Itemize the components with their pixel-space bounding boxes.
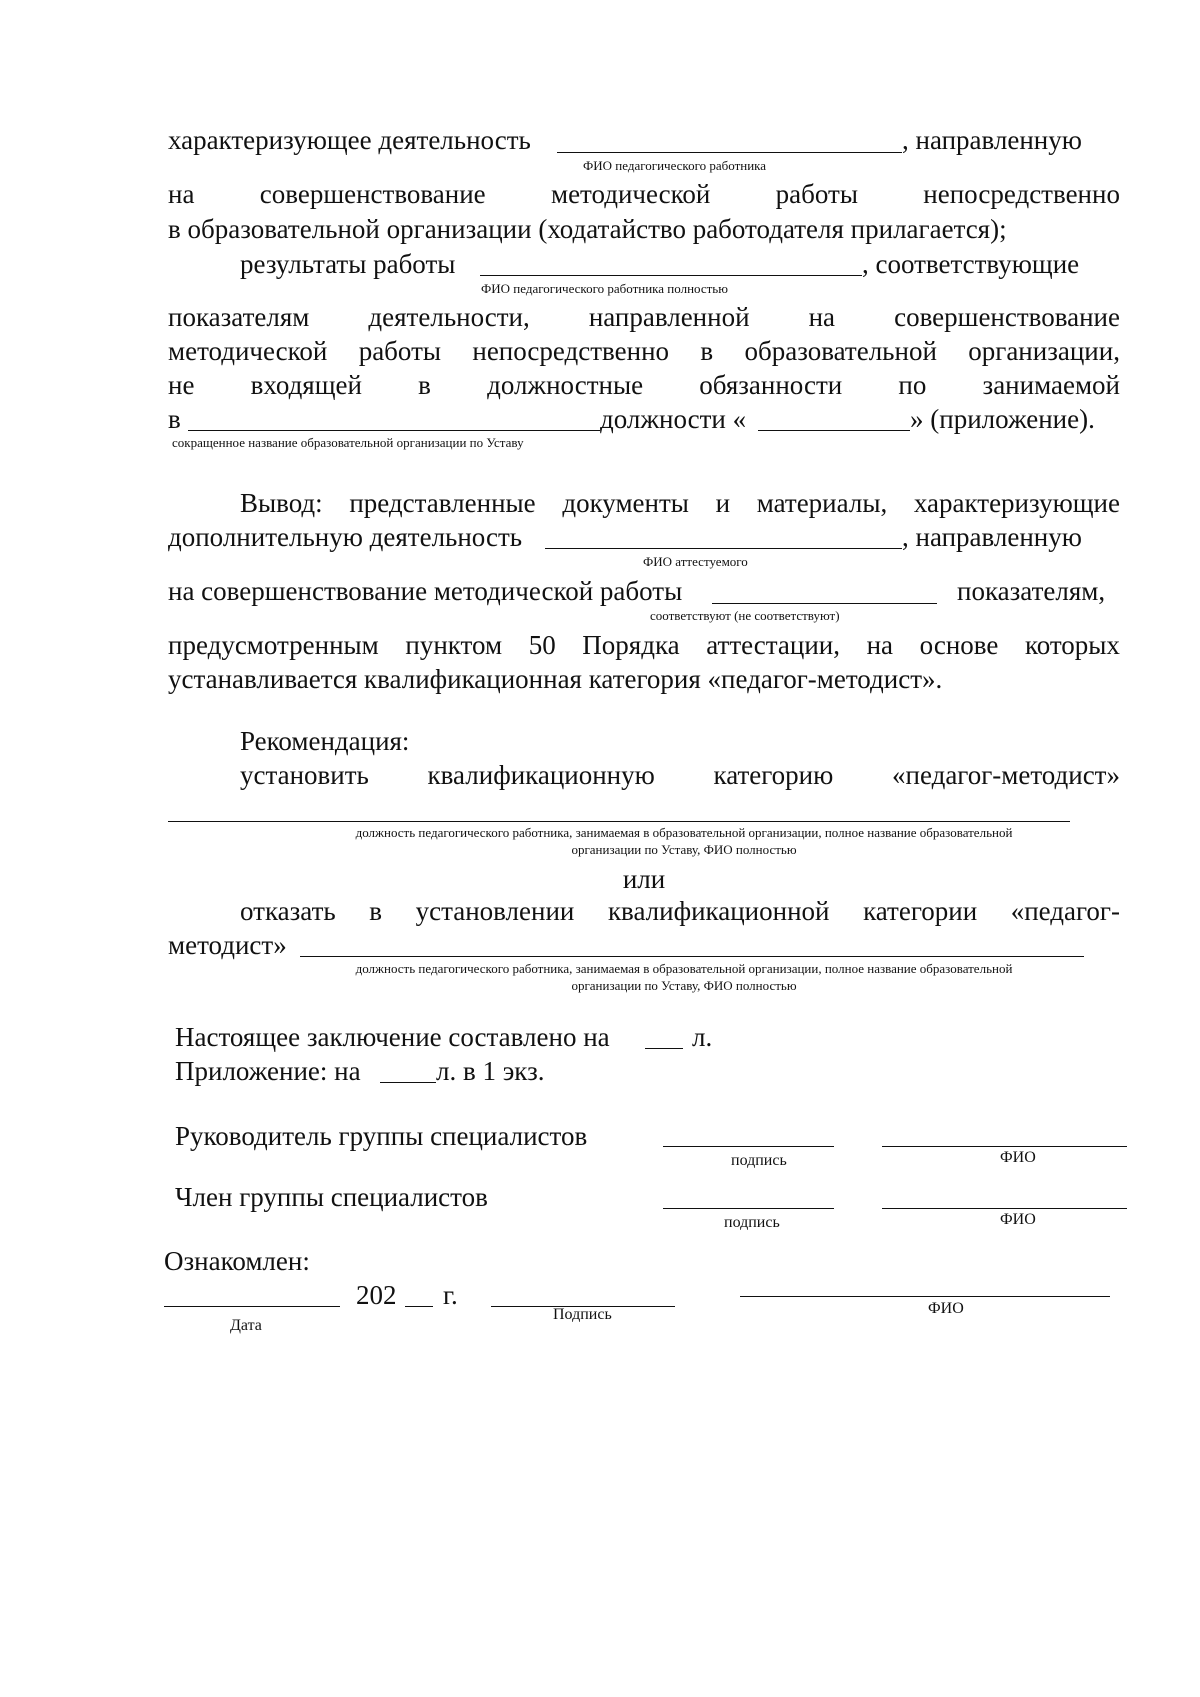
word: установлении [415, 896, 575, 926]
word: деятельности, [368, 302, 530, 332]
text-line: в [168, 404, 181, 434]
text-line: на совершенствование методической работы [168, 576, 683, 606]
word: на [808, 302, 836, 332]
field-caption: организации по Уставу, ФИО полностью [571, 978, 797, 993]
text-line: дополнительную деятельность [168, 522, 523, 552]
word: работы [775, 179, 858, 209]
word: занимаемой [982, 370, 1120, 400]
word: «педагог- [1010, 896, 1120, 926]
field-caption: должность педагогического работника, занимаемая в образовательной организации, полное название образовательной [355, 825, 1013, 840]
word: характеризующие [913, 488, 1120, 518]
text-line: , соответствующие [862, 249, 1080, 279]
text-line: Настоящее заключение составлено на [175, 1022, 610, 1052]
signature-line-head[interactable] [663, 1146, 834, 1147]
word: в [369, 896, 383, 926]
word: категорию [713, 760, 834, 790]
text-line: в образовательной организации (ходатайство работодателя прилагается); [168, 214, 1007, 244]
signature-caption: Подпись [553, 1306, 612, 1323]
or-label: или [622, 864, 666, 894]
fill-line-attestee-name[interactable] [545, 548, 902, 549]
word: направленной [588, 302, 750, 332]
word: и [715, 488, 731, 518]
word: на [168, 179, 195, 209]
fill-line-teacher-name[interactable] [557, 152, 902, 153]
fill-line-position-org-name[interactable] [168, 821, 1070, 822]
fio-line-member[interactable] [882, 1208, 1127, 1209]
justified-line [240, 898, 1120, 925]
signature-caption: подпись [724, 1214, 780, 1231]
word: Порядка [582, 630, 680, 660]
word: квалификационную [427, 760, 655, 790]
word: непосредственно [923, 179, 1120, 209]
acquainted-label: Ознакомлен: [164, 1246, 310, 1276]
word: по [898, 370, 927, 400]
text-line: л. [692, 1022, 713, 1052]
text-line: характеризующее деятельность [168, 125, 531, 155]
word: организации, [968, 336, 1120, 366]
text-line: устанавливается квалификационная категория «педагог-методист». [168, 664, 943, 694]
year-prefix: 202 [356, 1280, 397, 1310]
field-caption: организации по Уставу, ФИО полностью [571, 842, 797, 857]
word: обязанности [699, 370, 843, 400]
word: представленные [349, 488, 536, 518]
word: на [866, 630, 894, 660]
fill-line-pages[interactable] [645, 1048, 683, 1049]
word: категории [863, 896, 978, 926]
fill-line-org-name[interactable] [188, 430, 600, 431]
fill-line-position[interactable] [758, 430, 910, 431]
justified-line [240, 490, 1120, 517]
word: в [418, 370, 431, 400]
word: которых [1024, 630, 1120, 660]
word: пунктом [405, 630, 503, 660]
fill-line-conformity[interactable] [712, 603, 937, 604]
word: показателям [168, 302, 310, 332]
field-caption: ФИО педагогического работника полностью [481, 281, 728, 296]
text-line: результаты работы [240, 249, 456, 279]
fill-line-position-org-name-refuse[interactable] [300, 956, 1084, 957]
justified-line [168, 632, 1120, 659]
fio-line-acquainted[interactable] [740, 1296, 1110, 1297]
word: непосредственно [472, 336, 670, 366]
field-caption: ФИО педагогического работника [583, 158, 767, 173]
word: предусмотренным [168, 630, 379, 660]
date-caption: Дата [230, 1317, 262, 1334]
text-line: Приложение: на [175, 1056, 361, 1086]
word: совершенствование [894, 302, 1120, 332]
signature-caption: подпись [731, 1152, 787, 1169]
head-of-group-label: Руководитель группы специалистов [175, 1121, 588, 1151]
group-member-label: Член группы специалистов [175, 1182, 488, 1212]
justified-line [168, 304, 1120, 331]
date-line[interactable] [164, 1306, 340, 1307]
word: методической [550, 179, 711, 209]
word: образовательной [744, 336, 937, 366]
word: должностные [487, 370, 644, 400]
section-heading: Рекомендация: [240, 726, 410, 756]
signature-line-member[interactable] [663, 1208, 834, 1209]
justified-line [168, 372, 1120, 399]
word: в [700, 336, 714, 366]
year-digits-line[interactable] [405, 1306, 433, 1307]
word: методической [168, 336, 328, 366]
word: не [168, 370, 195, 400]
word: аттестации, [706, 630, 840, 660]
word: квалификационной [607, 896, 830, 926]
year-suffix: г. [443, 1280, 458, 1310]
word: отказать [240, 896, 336, 926]
text-line: должности « [600, 404, 747, 434]
field-caption: соответствуют (не соответствуют) [650, 608, 840, 623]
justified-line [240, 762, 1120, 789]
fill-line-teacher-full-name[interactable] [480, 275, 862, 276]
fio-caption: ФИО [928, 1300, 964, 1317]
word: 50 [528, 630, 556, 660]
justified-line [168, 181, 1120, 208]
word: совершенствование [259, 179, 486, 209]
text-line: л. в 1 экз. [436, 1056, 545, 1086]
text-line: , направленную [902, 522, 1082, 552]
fill-line-appendix-pages[interactable] [380, 1082, 436, 1083]
text-line: методист» [168, 930, 287, 960]
field-caption: ФИО аттестуемого [643, 554, 748, 569]
word: «педагог-методист» [892, 760, 1120, 790]
text-line: , направленную [902, 125, 1082, 155]
justified-line [168, 338, 1120, 365]
word: основе [919, 630, 999, 660]
fio-caption: ФИО [1000, 1211, 1036, 1228]
word: установить [240, 760, 369, 790]
text-line: показателям, [957, 576, 1106, 606]
word: Вывод: [240, 488, 323, 518]
field-caption: сокращенное название образовательной организации по Уставу [172, 435, 524, 450]
fio-caption: ФИО [1000, 1149, 1036, 1166]
fio-line-head[interactable] [882, 1146, 1127, 1147]
word: входящей [250, 370, 362, 400]
word: работы [358, 336, 442, 366]
text-line: » (приложение). [910, 404, 1095, 434]
word: материалы, [756, 488, 888, 518]
word: документы [562, 488, 689, 518]
field-caption: должность педагогического работника, занимаемая в образовательной организации, полное название образовательной [355, 961, 1013, 976]
